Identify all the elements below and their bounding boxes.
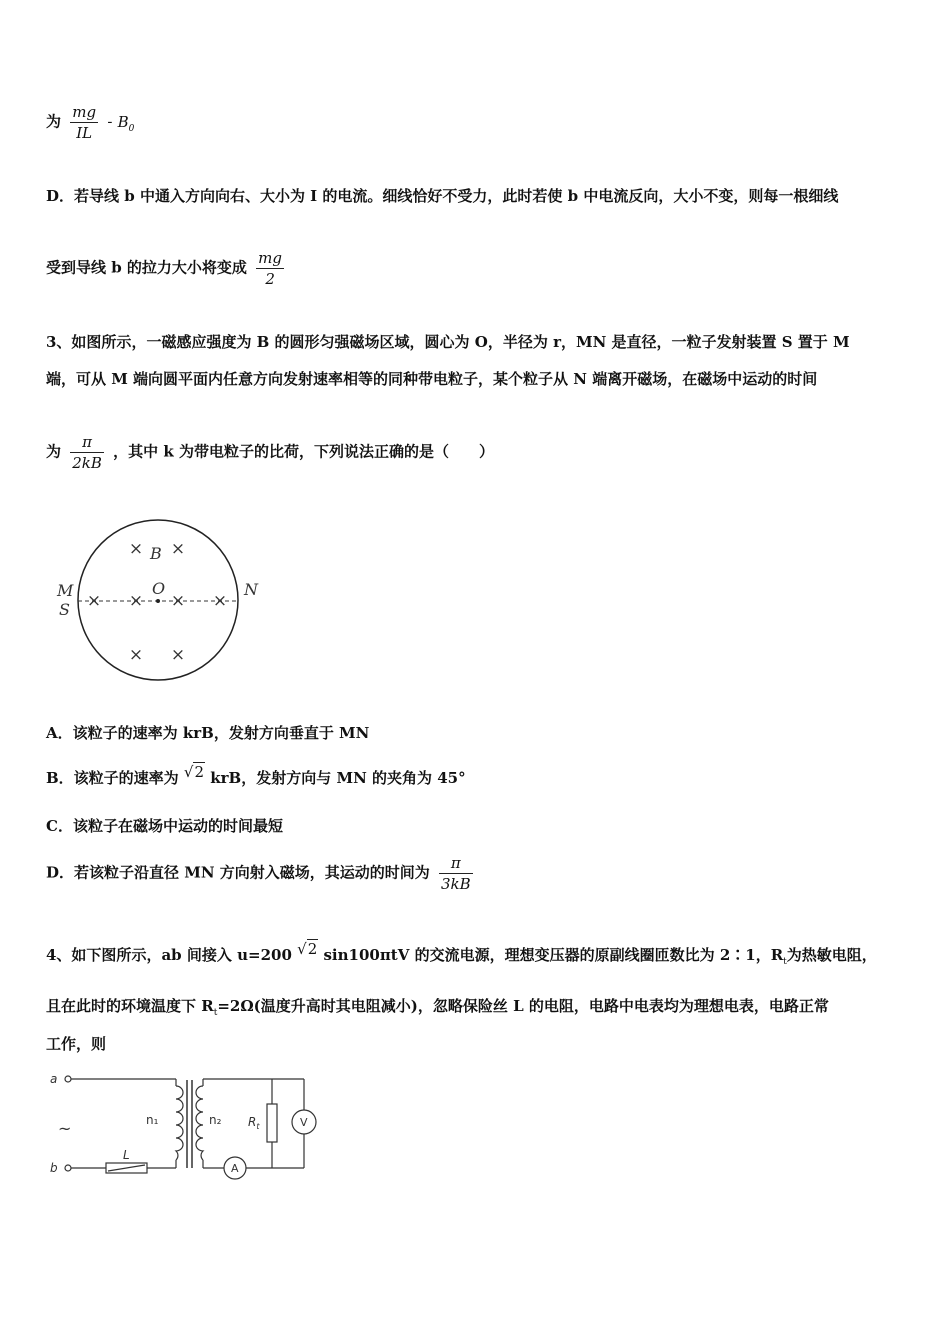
q3-d-den: 3kB — [441, 875, 471, 893]
q2-minus: - — [107, 112, 113, 131]
q2-option-d-line2 — [46, 248, 288, 289]
label-v: V — [300, 1116, 308, 1129]
cross-mark: × — [128, 539, 144, 559]
cross-mark: × — [170, 539, 186, 559]
magnetic-field-diagram — [48, 512, 278, 690]
q4-l1-prefix: 4、如下图所示，ab 间接入 u=200 — [46, 946, 292, 964]
q2-fraction — [70, 102, 98, 143]
sqrt-symbol: √2 — [297, 940, 318, 958]
label-l: L — [123, 1148, 130, 1162]
q2-d-fraction — [256, 248, 284, 289]
q4-l1-sub: t — [783, 957, 787, 967]
q4-l1-suffix: 为热敏电阻， — [786, 946, 877, 964]
label-n2: n₂ — [209, 1113, 222, 1127]
primary-coil — [176, 1086, 183, 1160]
q3-option-c: C．该粒子在磁场中运动的时间最短 — [46, 817, 283, 835]
label-n: N — [244, 580, 258, 599]
q3-stem-line1: 3、如图所示，一磁感应强度为 B 的圆形匀强磁场区域，圆心为 O，半径为 r，MN 是直径，一粒子发射装置 S 置于 M — [46, 333, 850, 351]
terminal-a — [65, 1076, 71, 1082]
q2-b0: $B_0$ — [117, 112, 135, 134]
q2-prefix: 为 — [46, 112, 62, 131]
q4-l2-suffix: =2Ω(温度升高时其电阻减小)，忽略保险丝 L 的电阻，电路中电表均为理想电表，电路正常 — [217, 997, 829, 1015]
q3-d-fraction — [439, 853, 473, 894]
cross-mark: × — [170, 645, 186, 665]
q3-time-prefix: 为 — [46, 442, 62, 461]
center-dot — [156, 599, 160, 603]
cross-mark: × — [170, 591, 186, 611]
terminal-b — [65, 1165, 71, 1171]
q2-option-d: D．若导线 b 中通入方向向右、大小为 I 的电流。细线恰好不受力，此时若使 b 中电流反向，大小不变，则每一根细线 — [46, 187, 839, 205]
label-n1: n₁ — [146, 1113, 159, 1127]
q4-l2-sub: t — [213, 1008, 218, 1018]
cross-mark: × — [128, 591, 144, 611]
q3-option-d — [46, 853, 477, 894]
q3-stem-line3 — [46, 432, 494, 473]
cross-mark: × — [86, 591, 102, 611]
q3-d-prefix: D．若该粒子沿直径 MN 方向射入磁场，其运动的时间为 — [46, 863, 430, 882]
q2-frac-den: IL — [76, 124, 93, 142]
label-a-meter: A — [231, 1162, 239, 1175]
q3-option-a: A．该粒子的速率为 krB，发射方向垂直于 MN — [46, 724, 370, 742]
q4-l1-mid: sin100πtV 的交流电源，理想变压器的原副线圈匝数比为 2∶1，R — [323, 946, 784, 964]
label-s: S — [59, 600, 70, 619]
label-b: b — [50, 1161, 58, 1175]
label-a: a — [50, 1072, 58, 1086]
label-ac-source: ~ — [58, 1119, 72, 1138]
q3-b-prefix: B．该粒子的速率为 — [46, 769, 179, 787]
label-o: O — [152, 579, 166, 598]
q2-frac-num: mg — [72, 103, 97, 121]
cross-mark: × — [128, 645, 144, 665]
label-b: B — [150, 544, 162, 563]
q4-stem-line3: 工作，则 — [46, 1035, 107, 1053]
label-rt: $R_t$ — [248, 1115, 260, 1131]
q3-stem-line2: 端，可从 M 端向圆平面内任意方向发射速率相等的同种带电粒子，某个粒子从 N 端离开磁场，在磁场中运动的时间 — [46, 370, 818, 388]
sqrt-symbol: √2 — [183, 763, 205, 781]
q3-time-den: 2kB — [72, 454, 102, 472]
q3-time-num: π — [70, 432, 104, 453]
q4-stem-line1 — [46, 940, 877, 972]
q3-option-b — [46, 763, 466, 788]
q2-d-frac-num: mg — [258, 249, 282, 267]
q4-stem-line2 — [46, 996, 829, 1023]
q3-time-fraction — [70, 432, 104, 473]
label-m: M — [57, 581, 74, 600]
q2-d-text: 受到导线 b 的拉力大小将变成 — [46, 258, 247, 277]
cross-mark: × — [212, 591, 228, 611]
q3-b-suffix: krB，发射方向与 MN 的夹角为 45° — [210, 769, 466, 787]
q4-l2-prefix: 且在此时的环境温度下 R — [46, 997, 214, 1015]
secondary-coil — [196, 1086, 203, 1160]
q2-d-frac-den: 2 — [265, 270, 275, 288]
q3-time-suffix: ，其中 k 为带电粒子的比荷，下列说法正确的是（ ） — [113, 442, 494, 461]
transformer-circuit-diagram — [46, 1064, 336, 1186]
q2-answer-c-tail — [46, 102, 134, 143]
q3-d-num: π — [439, 853, 473, 874]
thermistor — [267, 1104, 277, 1142]
